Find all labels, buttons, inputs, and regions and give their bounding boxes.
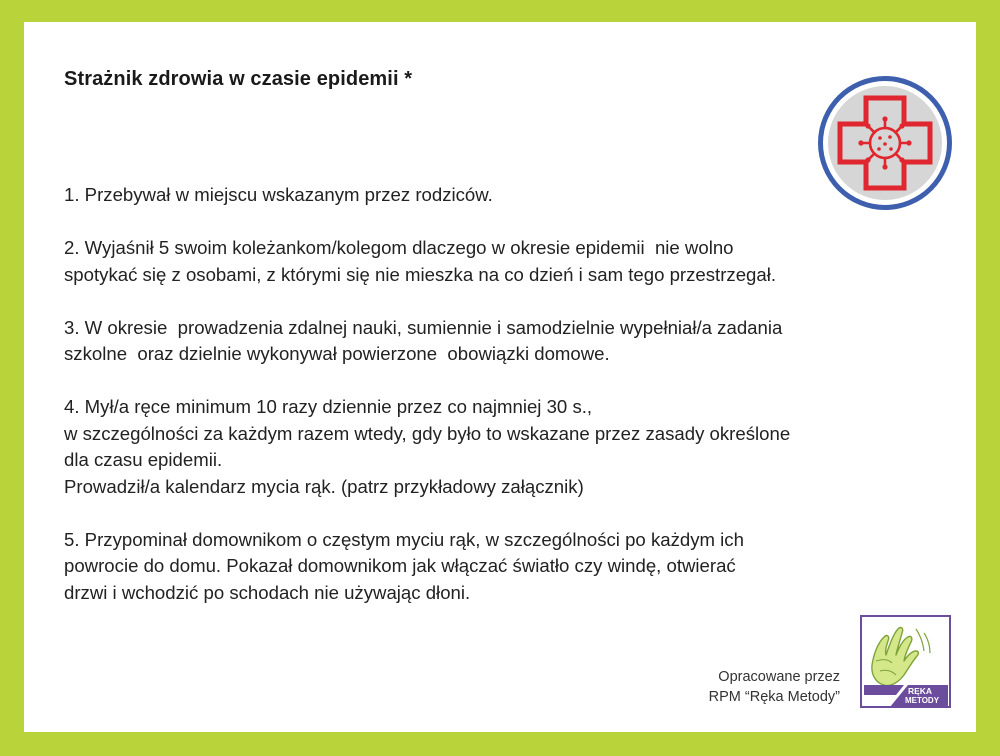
reka-metody-logo [860, 615, 951, 708]
requirement-1: 1. Przebywał w miejscu wskazanym przez rodziców. [64, 184, 493, 205]
requirement-3: 3. W okresie prowadzenia zdalnej nauki, sumiennie i samodzielnie wypełniał/a zadania szkolne oraz dzielnie wykonywał powierzone obowiązki domowe. [64, 316, 783, 364]
requirements-list [64, 182, 934, 633]
logo-text-1: RĘKA [907, 686, 933, 696]
page-title: Strażnik zdrowia w czasie epidemii * [64, 68, 413, 90]
credit-line-2: RPM “Ręka Metody” [708, 689, 840, 705]
requirement-5: 5. Przypominał domownikom o częstym myciu rąk, w szczególności po każdym ich powrocie do domu. Pokazał domownikom jak włączać światło czy windę, otwierać drzwi i wchodzić po schodach nie używając dłoni. [64, 528, 744, 603]
requirement-2: 2. Wyjaśnił 5 swoim koleżankom/kolegom dlaczego w okresie epidemii nie wolno spotykać się z osobami, z którymi się nie mieszka na co dzień i sam tego przestrzegał. [64, 237, 777, 285]
badge-card [24, 22, 976, 732]
requirement-4: 4. Mył/a ręce minimum 10 razy dziennie przez co najmniej 30 s., w szczególności za każdym razem wtedy, gdy było to wskazane przez zasady określone dla czasu epidemii. Prowadził/a kalendarz mycia rąk. (patrz przykładowy załącznik) [64, 396, 791, 497]
author-credit [684, 667, 840, 707]
credit-line-1: Opracowane przez [718, 669, 840, 685]
logo-text-2: METODY [904, 696, 940, 705]
